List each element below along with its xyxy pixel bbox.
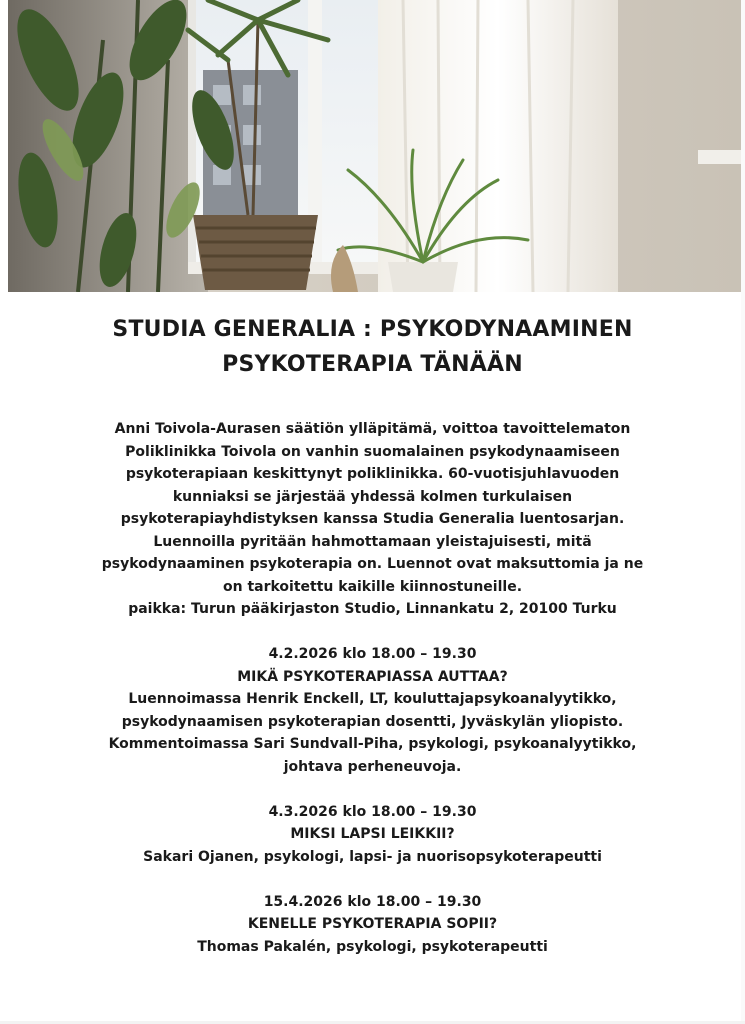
lecture-datetime: 4.3.2026 klo 18.00 – 19.30: [268, 803, 477, 820]
header-photo: [8, 0, 741, 292]
intro-line: Luennoilla pyritään hahmottamaan yleistajuisesti, mitä: [153, 533, 592, 550]
lecture-detail: psykodynaamisen psykoterapian dosentti, Jyväskylän yliopisto.: [121, 713, 624, 730]
intro-line: Anni Toivola-Aurasen säätiön ylläpitämä, voittoa tavoittelematon: [114, 421, 631, 437]
lecture-topic: KENELLE PSYKOTERAPIA SOPII?: [247, 916, 498, 932]
title-line-2: PSYKOTERAPIA TÄNÄÄN: [222, 352, 523, 377]
intro-line: on tarkoitettu kaikille kiinnostuneille.: [222, 578, 523, 595]
lecture-detail: Sakari Ojanen, psykologi, lapsi- ja nuorisopsykoterapeutti: [143, 848, 602, 865]
lecture-datetime: 15.4.2026 klo 18.00 – 19.30: [263, 893, 482, 910]
content-body: [30, 418, 715, 958]
lecture-3: [30, 891, 715, 959]
intro-line: psykodynaaminen psykoterapia on. Luennot ovat maksuttomia ja ne: [101, 556, 644, 572]
lecture-2: [30, 801, 715, 869]
lecture-topic: MIKÄ PSYKOTERAPIASSA AUTTAA?: [237, 668, 508, 685]
intro-paragraph: [30, 418, 715, 621]
intro-line: psykoterapiaan keskittynyt poliklinikka. 60-vuotisjuhlavuoden: [125, 466, 620, 482]
lecture-detail: Thomas Pakalén, psykologi, psykoterapeutti: [197, 938, 548, 955]
lecture-detail: johtava perheneuvoja.: [283, 758, 462, 775]
lecture-detail: Kommentoimassa Sari Sundvall-Piha, psykologi, psykoanalyytikko,: [108, 736, 637, 752]
page-edge-right: [741, 0, 745, 1024]
lecture-1: [30, 643, 715, 778]
page-title: [40, 312, 705, 382]
intro-line: kunniaksi se järjestää yhdessä kolmen turkulaisen: [172, 488, 573, 505]
intro-line: psykoterapiayhdistyksen kanssa Studia Generalia luentosarjan.: [120, 511, 625, 527]
intro-line: Poliklinikka Toivola on vanhin suomalainen psykodynaamiseen: [125, 443, 620, 460]
lecture-datetime: 4.2.2026 klo 18.00 – 19.30: [268, 646, 477, 662]
title-line-1: STUDIA GENERALIA : PSYKODYNAAMINEN: [112, 317, 633, 342]
lecture-detail: Luennoimassa Henrik Enckell, LT, kouluttajapsykoanalyytikko,: [128, 691, 617, 707]
lecture-topic: MIKSI LAPSI LEIKKII?: [290, 826, 455, 842]
venue-line: paikka: Turun pääkirjaston Studio, Linnankatu 2, 20100 Turku: [128, 601, 617, 617]
